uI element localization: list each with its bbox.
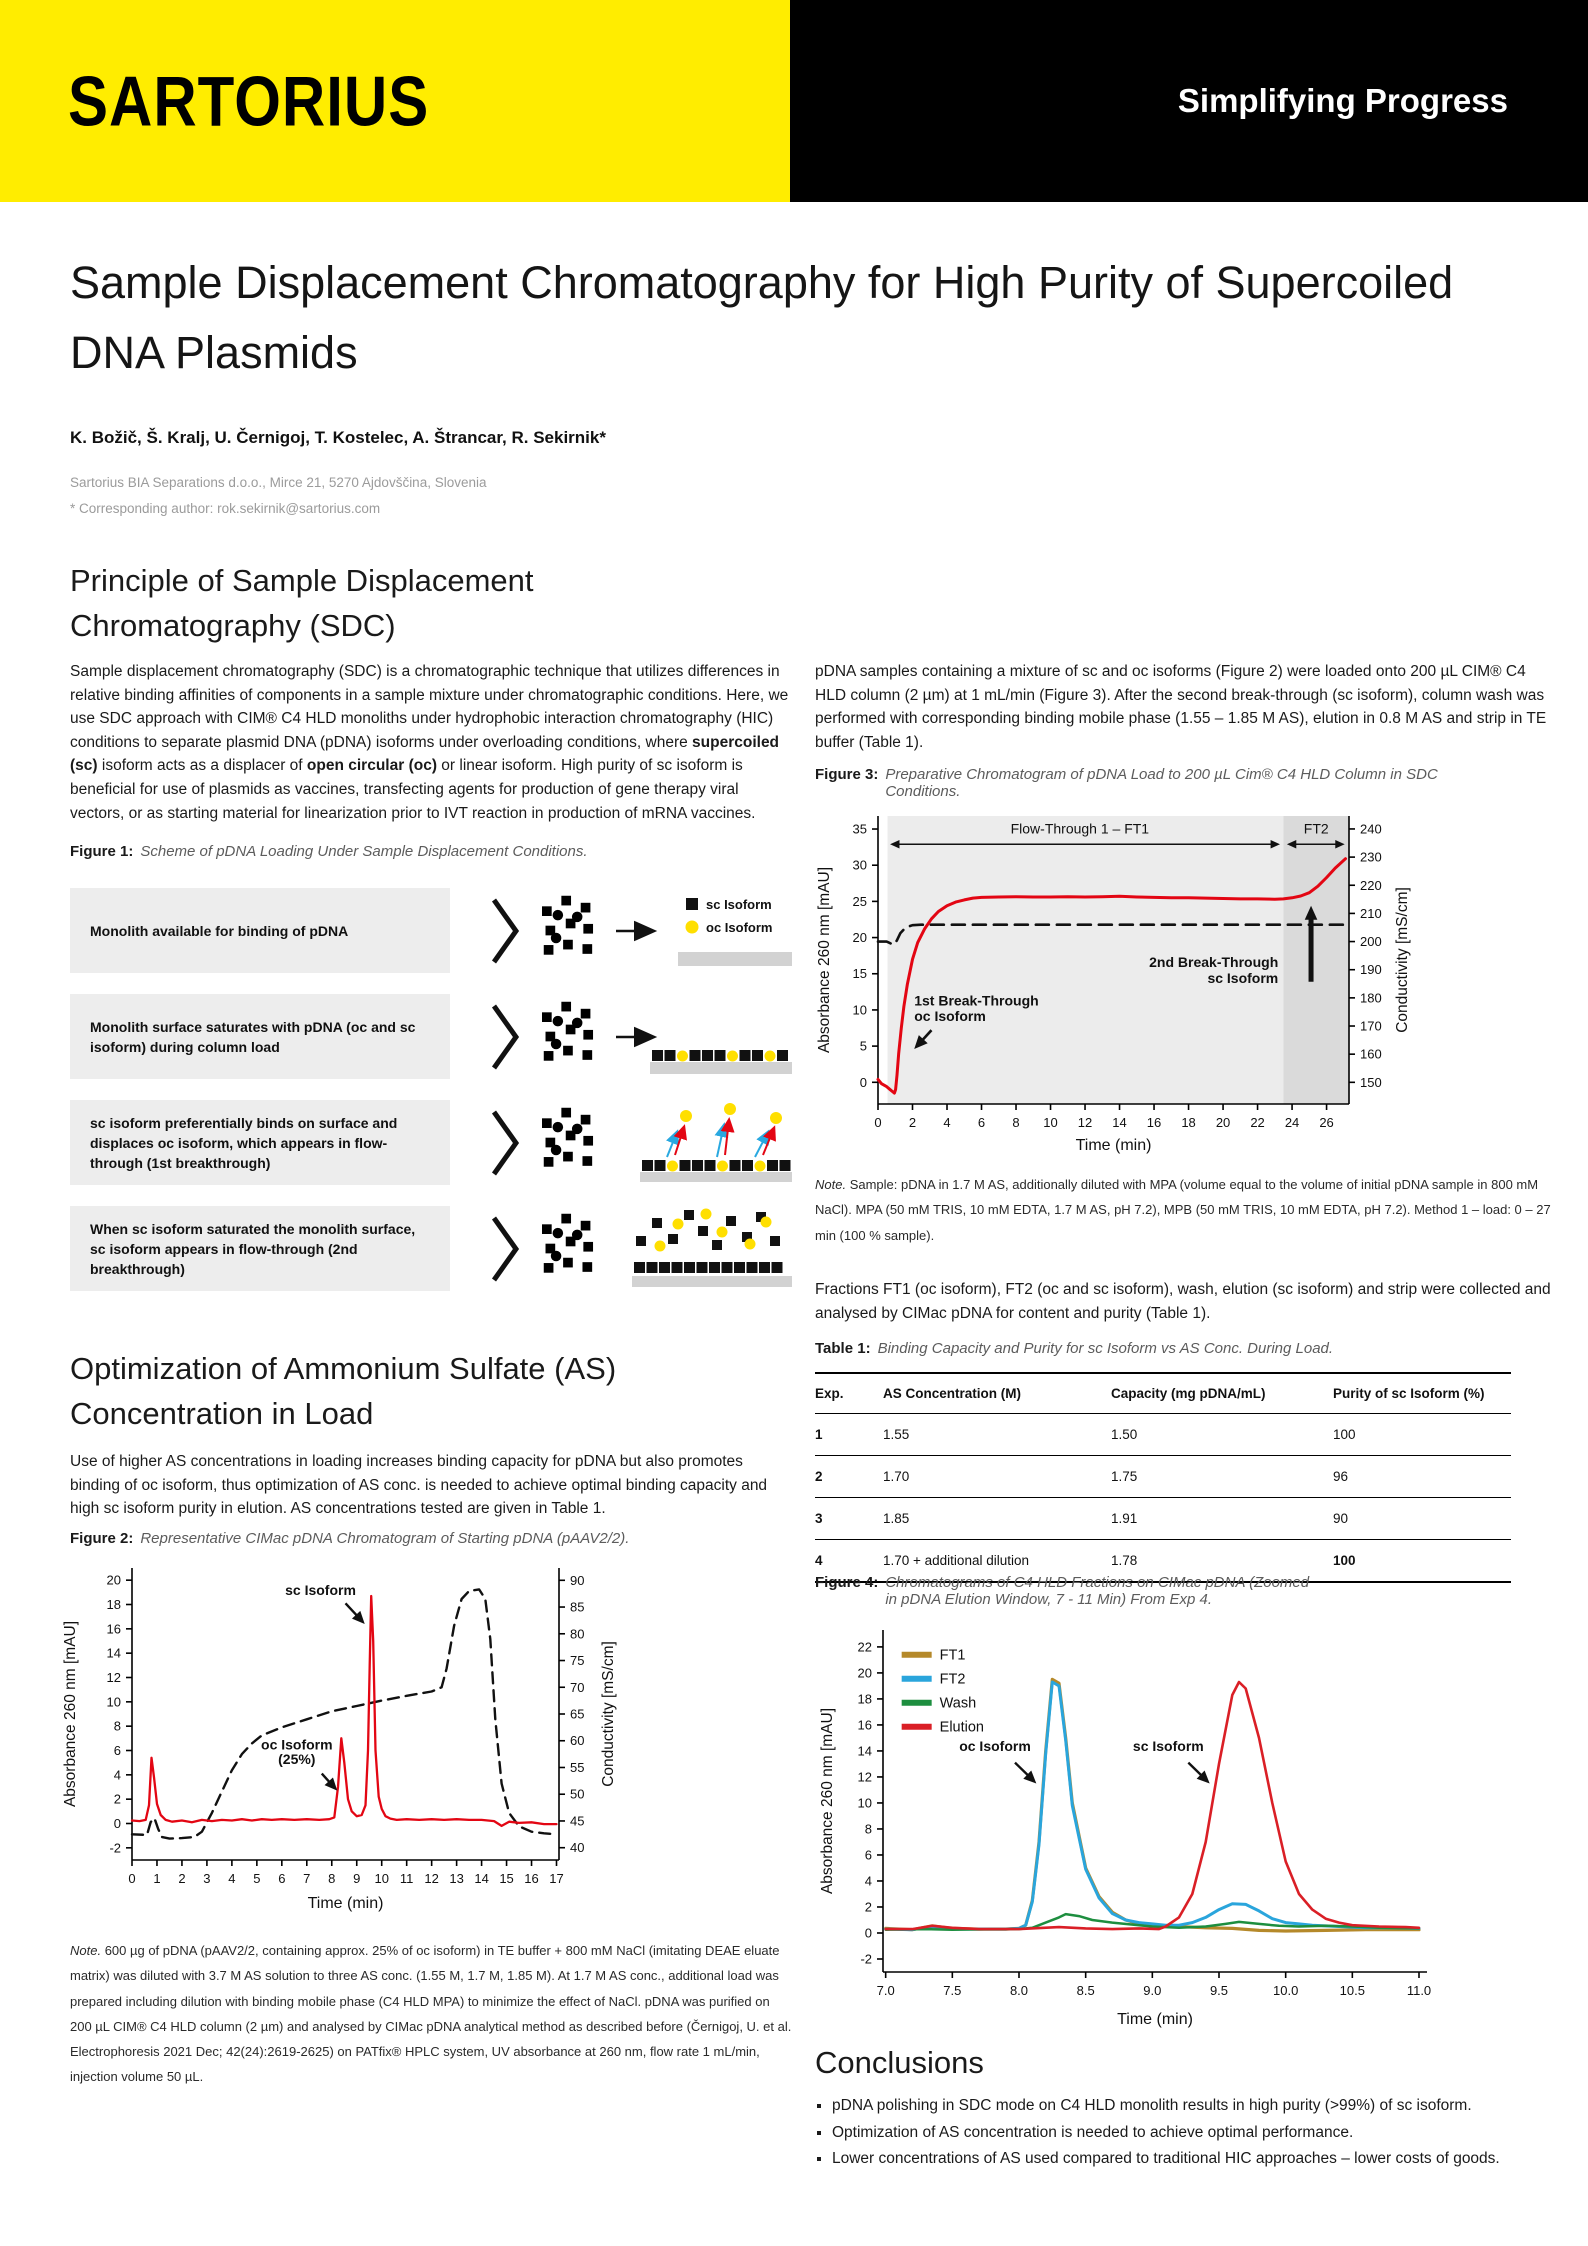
svg-text:Absorbance 260 nm [mAU]: Absorbance 260 nm [mAU] [62,1620,79,1808]
svg-text:40: 40 [570,1840,585,1856]
svg-text:12: 12 [424,1871,439,1886]
svg-text:11.0: 11.0 [1406,1983,1432,1998]
svg-text:(25%): (25%) [278,1750,316,1767]
figure1-row-4 [70,1206,792,1291]
svg-text:15: 15 [499,1871,514,1886]
svg-text:0: 0 [113,1816,121,1831]
svg-text:190: 190 [1360,962,1382,978]
svg-text:14: 14 [106,1645,121,1661]
svg-text:FT1: FT1 [939,1647,966,1664]
svg-text:180: 180 [1360,990,1382,1006]
svg-text:sc Isoform: sc Isoform [285,1581,356,1598]
figure2-note [70,1938,794,2090]
figure1-row1-label: Monolith available for binding of pDNA [70,888,450,973]
svg-text:8.0: 8.0 [1009,1983,1029,1998]
svg-text:10.0: 10.0 [1273,1983,1299,1998]
monolith-surface-icon [678,952,792,966]
flow-through-mixture-icon [636,1209,780,1252]
chevron-icon [494,1006,516,1068]
svg-text:13: 13 [449,1871,464,1886]
svg-text:18: 18 [1181,1115,1196,1130]
svg-text:10: 10 [1043,1115,1058,1130]
svg-text:6: 6 [977,1115,986,1130]
table-cell: 1.75 [1111,1456,1333,1498]
figure3-chart [812,810,1417,1162]
table-row [815,1456,1511,1498]
svg-text:2nd Break-Through: 2nd Break-Through [1149,954,1279,971]
svg-text:220: 220 [1360,877,1382,893]
svg-text:20: 20 [106,1572,121,1588]
oc-isoform-legend-label: oc Isoform [706,920,773,935]
bound-isoforms-icon [642,1160,791,1172]
table-header [815,1373,1511,1414]
table-cell: 1.50 [1111,1414,1333,1456]
svg-text:16: 16 [524,1871,539,1886]
svg-text:22: 22 [857,1639,872,1655]
svg-text:Conductivity [mS/cm]: Conductivity [mS/cm] [600,1641,617,1787]
figure1-row-2 [70,994,792,1079]
chevron-icon [494,900,516,962]
svg-text:8: 8 [1012,1115,1020,1130]
svg-text:200: 200 [1360,934,1382,950]
svg-text:20: 20 [1215,1115,1231,1130]
svg-text:-2: -2 [860,1951,872,1967]
svg-text:Time (min): Time (min) [307,1895,384,1912]
sc-isoform-legend-label: sc Isoform [706,897,772,912]
table1-caption-text: Binding Capacity and Purity for sc Isoform vs AS Conc. During Load. [877,1340,1334,1357]
svg-text:11: 11 [399,1871,414,1886]
pdna-mixture-icon [542,1108,593,1167]
figure2-note-label: Note. [70,1943,102,1958]
svg-text:26: 26 [1319,1115,1334,1130]
monolith-surface-icon [640,1172,792,1182]
chevron-icon [494,1218,516,1280]
svg-text:9.5: 9.5 [1209,1983,1229,1998]
svg-text:oc Isoform: oc Isoform [914,1007,986,1024]
figure4-chart [815,1618,1455,2036]
svg-text:Elution: Elution [939,1719,985,1736]
svg-text:170: 170 [1360,1018,1382,1034]
svg-text:sc Isoform: sc Isoform [1132,1737,1204,1754]
svg-text:6: 6 [113,1743,121,1758]
figure4-caption-text: Chromatograms of C4 HLD Fractions on CIMac pDNA (Zoomed in pDNA Elution Window, 7 - 11 Min) From Exp 4. [885,1574,1310,1608]
table-cell: 1.91 [1111,1498,1333,1540]
table-cell: 1.70 [883,1456,1111,1498]
svg-text:0: 0 [859,1074,867,1090]
svg-text:0: 0 [874,1115,882,1130]
figure4-caption [815,1574,1315,1608]
table-cell: 1.55 [883,1414,1111,1456]
conclusion-item: ▪ pDNA polishing in SDC mode on C4 HLD monolith results in high purity (>99%) of sc isoform. [832,2094,1509,2118]
table-cell: 100 [1333,1540,1511,1583]
brand-block [0,0,790,202]
svg-text:oc Isoform: oc Isoform [959,1737,1031,1754]
svg-text:5: 5 [859,1038,867,1054]
svg-text:2: 2 [908,1115,917,1130]
section-heading-principle: Principle of Sample Displacement Chromatography (SDC) [70,563,534,643]
svg-text:1st Break-Through: 1st Break-Through [914,992,1039,1009]
authors-line: K. Božič, Š. Kralj, U. Černigoj, T. Kostelec, A. Štrancar, R. Sekirnik* [70,428,606,447]
svg-text:24: 24 [1284,1115,1300,1130]
svg-text:2: 2 [864,1899,872,1915]
displacement-arrow-icon [675,1127,684,1155]
table1-caption-label: Table 1: [815,1340,871,1357]
svg-text:50: 50 [570,1786,585,1802]
table-column-header: AS Concentration (M) [883,1373,1111,1414]
svg-text:4: 4 [864,1873,872,1889]
svg-text:Absorbance 260 nm [mAU]: Absorbance 260 nm [mAU] [819,1707,836,1895]
figure1-row3-label: sc isoform preferentially binds on surface and displaces oc isoform, which appears in flow-through (1st breakthrough) [70,1100,450,1185]
conclusion-item: ▪ Lower concentrations of AS used compared to traditional HIC approaches – lower costs of goods. [832,2147,1509,2171]
svg-text:15: 15 [852,966,867,982]
svg-text:10: 10 [852,1002,867,1018]
svg-text:25: 25 [852,893,867,909]
fractions-paragraph: Fractions FT1 (oc isoform), FT2 (oc and sc isoform), wash, elution (sc isoform) and strip were collected and analysed by CIMac pDNA for content and purity (Table 1). [815,1281,1551,1322]
svg-text:Time (min): Time (min) [1117,2011,1193,2028]
monolith-saturated-illustration [454,994,792,1079]
svg-text:2: 2 [178,1871,186,1886]
svg-text:12: 12 [1077,1115,1093,1130]
sc-saturated-surface-icon [632,1262,792,1287]
svg-text:7: 7 [303,1871,311,1886]
figure1-caption-label: Figure 1: [70,843,134,860]
pdna-mixture-icon [542,1214,593,1273]
svg-text:10: 10 [857,1795,872,1811]
svg-text:17: 17 [549,1871,564,1886]
figure2-caption-text: Representative CIMac pDNA Chromatogram of Starting pDNA (pAAV2/2). [140,1530,630,1547]
svg-text:75: 75 [570,1653,585,1669]
svg-text:22: 22 [1250,1115,1265,1130]
figure3-note [815,1172,1559,1248]
svg-text:18: 18 [106,1597,121,1612]
svg-text:150: 150 [1360,1074,1382,1090]
svg-text:7.0: 7.0 [876,1983,895,1998]
svg-text:14: 14 [1112,1115,1127,1130]
svg-text:240: 240 [1360,821,1382,837]
svg-text:70: 70 [570,1679,585,1695]
svg-text:12: 12 [106,1670,121,1685]
svg-text:10: 10 [106,1694,121,1710]
svg-text:1: 1 [153,1871,161,1886]
table-cell: 1 [815,1414,883,1456]
table-column-header: Exp. [815,1373,883,1414]
svg-text:16: 16 [1146,1115,1162,1130]
svg-text:20: 20 [857,1665,872,1681]
svg-text:7.5: 7.5 [943,1983,962,1998]
svg-text:55: 55 [570,1759,585,1775]
figure1-caption-text: Scheme of pDNA Loading Under Sample Displacement Conditions. [140,843,588,860]
conclusion-item: ▪ Optimization of AS concentration is needed to achieve optimal performance. [832,2121,1509,2145]
svg-text:210: 210 [1360,905,1382,921]
corresponding-author: * Corresponding author: rok.sekirnik@sartorius.com [70,501,381,516]
section-heading-optimization: Optimization of Ammonium Sulfate (AS) Concentration in Load [70,1351,617,1431]
figure1-diagram [70,888,792,1291]
displaced-oc-isoforms-icon [667,1103,782,1157]
table-cell: 4 [815,1540,883,1583]
pdna-mixture-icon [542,1002,593,1061]
svg-text:230: 230 [1360,849,1382,865]
svg-text:4: 4 [943,1115,951,1130]
svg-text:2: 2 [113,1791,121,1807]
svg-text:30: 30 [852,857,867,873]
svg-text:-2: -2 [109,1840,121,1856]
svg-text:FT2: FT2 [939,1671,966,1688]
figure1-row-1 [70,888,792,973]
svg-text:10: 10 [374,1871,389,1886]
svg-text:9.0: 9.0 [1143,1983,1162,1998]
brand-tagline: Simplifying Progress [1177,82,1508,119]
table-cell: 1.78 [1111,1540,1333,1583]
figure1-row4-label: When sc isoform saturated the monolith surface, sc isoform appears in flow-through (2nd breakthrough) [70,1206,450,1291]
svg-text:9: 9 [353,1871,361,1886]
displacement-arrow-icon [755,1132,768,1157]
svg-text:0: 0 [128,1871,136,1886]
figure3-caption-label: Figure 3: [815,766,879,783]
displacement-arrow-icon [725,1120,729,1155]
figure2-caption-label: Figure 2: [70,1530,134,1547]
displacement-arrow-icon [717,1125,724,1157]
svg-text:16: 16 [857,1717,872,1733]
figure1-row-3 [70,1100,792,1185]
svg-text:85: 85 [570,1599,585,1615]
table1-caption [815,1340,1555,1357]
svg-text:90: 90 [570,1572,585,1588]
svg-text:6: 6 [278,1871,286,1886]
figure2-chart [58,1558,623,1920]
svg-text:0: 0 [864,1925,872,1941]
svg-text:FT2: FT2 [1303,820,1329,837]
chevron-icon [494,1112,516,1174]
monolith-surface-icon [650,1062,792,1074]
figure2-caption [70,1530,790,1547]
optimization-paragraph: Use of higher AS concentrations in loading increases binding capacity for pDNA but also promotes binding of oc isoform, thus optimization of AS conc. is needed to achieve optimal binding capacity and high sc isoform purity in elution. AS concentrations tested are given in Table 1. [70,1453,768,1518]
principle-paragraph: Sample displacement chromatography (SDC) is a chromatographic technique that utilizes differences in relative binding affinities of components in a sample mixture under chromatographic conditions. Here, we use SDC approach with CIM® C4 HLD monoliths under hydrophobic interaction chromatography (HIC) conditions to separate plasmid DNA (pDNA) isoforms under overloading conditions, where supercoiled (sc) isoform acts as a displacer of open circular (oc) or linear isoform. High purity of sc isoform is beneficial for use of plasmids as vaccines, transfecting agents for production of gene therapy viral vectors, or as starting material for linearization prior to IVT reaction in production of mRNA vaccines. [70,663,789,822]
svg-text:3: 3 [203,1871,211,1886]
bound-isoforms-icon [652,1050,788,1062]
figure3-caption [815,766,1460,800]
table-cell: 100 [1333,1414,1511,1456]
figure1-row2-label: Monolith surface saturates with pDNA (oc and sc isoform) during column load [70,994,450,1079]
table-cell: 96 [1333,1456,1511,1498]
svg-text:12: 12 [857,1769,872,1785]
svg-text:Conductivity [mS/cm]: Conductivity [mS/cm] [1394,887,1411,1033]
svg-text:20: 20 [852,930,867,946]
svg-text:4: 4 [228,1871,236,1886]
svg-text:60: 60 [570,1733,585,1749]
figure3-caption-text: Preparative Chromatogram of pDNA Load to 200 µL Cim® C4 HLD Column in SDC Conditions. [885,766,1438,800]
svg-text:8: 8 [864,1821,872,1837]
figure3-note-text: Sample: pDNA in 1.7 M AS, additionally diluted with MPA (volume equal to the volume of initial pDNA sample in 800 mM NaCl). MPA (50 mM TRIS, 10 mM EDTA, 1.7 M AS, pH 7.2), MPB (50 mM TRIS, 10 mM EDTA, pH 7.2). Method 1 – load: 0 – 27 min (100 % sample). [815,1177,1551,1243]
table-cell: 90 [1333,1498,1511,1540]
figure1-caption [70,843,790,860]
table-column-header: Capacity (mg pDNA/mL) [1111,1373,1333,1414]
conclusions-list [815,2094,1509,2174]
svg-text:80: 80 [570,1626,585,1642]
svg-text:14: 14 [857,1743,872,1759]
sartorius-logo: SARTORIUS [68,61,430,141]
svg-text:8.5: 8.5 [1076,1983,1095,1998]
svg-text:16: 16 [106,1621,121,1637]
svg-text:35: 35 [852,821,867,837]
svg-text:Flow-Through 1 – FT1: Flow-Through 1 – FT1 [1010,820,1150,837]
section-heading-conclusions: Conclusions [815,2045,984,2080]
svg-text:14: 14 [474,1871,489,1886]
displacement-arrow-icon [763,1128,774,1155]
tagline-block [790,0,1588,202]
svg-text:oc Isoform: oc Isoform [261,1736,333,1753]
svg-text:8: 8 [113,1718,121,1734]
svg-text:5: 5 [253,1871,261,1886]
binding-capacity-table [815,1372,1511,1583]
svg-text:65: 65 [570,1706,585,1722]
figure3-note-label: Note. [815,1177,847,1192]
table-cell: 1.70 + additional dilution [883,1540,1111,1583]
figure4-caption-label: Figure 4: [815,1574,879,1591]
svg-text:Absorbance 260 nm [mAU]: Absorbance 260 nm [mAU] [816,866,833,1054]
svg-text:Wash: Wash [939,1695,977,1712]
svg-text:160: 160 [1360,1046,1382,1062]
svg-text:10.5: 10.5 [1339,1983,1365,1998]
pdna-mixture-icon [542,896,593,955]
table-cell: 2 [815,1456,883,1498]
table-cell: 3 [815,1498,883,1540]
monolith-empty-illustration [454,888,792,973]
page-title: Sample Displacement Chromatography for High Purity of Supercoiled DNA Plasmids [70,257,1454,378]
table-cell: 1.85 [883,1498,1111,1540]
svg-text:sc Isoform: sc Isoform [1207,970,1279,987]
table-row [815,1414,1511,1456]
figure2-note-text: 600 µg of pDNA (pAAV2/2, containing approx. 25% of oc isoform) in TE buffer + 800 mM NaCl (imitating DEAE eluate matrix) was diluted with 3.7 M AS solution to three AS conc. (1.55 M, 1.7 M, 1.85 M). At 1.7 M AS conc., additional load was prepared including dilution with binding mobile phase (C4 HLD MPA) to minimize the effect of NaCl. pDNA was purified on 200 µL CIM® C4 HLD column (2 µm) and analysed by CIMac pDNA analytical method as described before (Černigoj, U. et al. Electrophoresis 2021 Dec; 42(24):2619-2625) on PATfix® HPLC system, UV absorbance at 260 nm, flow rate 1 mL/min, injection volume 50 µL. [70,1943,792,2085]
loading-paragraph: pDNA samples containing a mixture of sc and oc isoforms (Figure 2) were loaded onto 200 µL CIM® C4 HLD column (2 µm) at 1 mL/min (Figure 3). After the second break-through (sc isoform), column wash was performed with corresponding binding mobile phase (1.55 – 1.85 M AS), elution in 0.8 M AS and strip in TE buffer (Table 1). [815,663,1547,751]
sc-breakthrough-illustration [454,1206,792,1291]
svg-text:6: 6 [864,1847,872,1863]
svg-text:4: 4 [113,1767,121,1783]
displacement-illustration [454,1100,792,1185]
svg-text:45: 45 [570,1813,585,1829]
svg-text:8: 8 [328,1871,336,1886]
affiliation-block [70,470,487,522]
table-column-header: Purity of sc Isoform (%) [1333,1373,1511,1414]
affiliation: Sartorius BIA Separations d.o.o., Mirce 21, 5270 Ajdovščina, Slovenia [70,475,487,490]
svg-text:18: 18 [857,1691,872,1707]
header [0,0,1588,202]
oc-isoform-legend-icon [686,921,699,934]
sc-isoform-legend-icon [686,898,698,910]
svg-text:Time (min): Time (min) [1075,1137,1152,1154]
table-row [815,1498,1511,1540]
